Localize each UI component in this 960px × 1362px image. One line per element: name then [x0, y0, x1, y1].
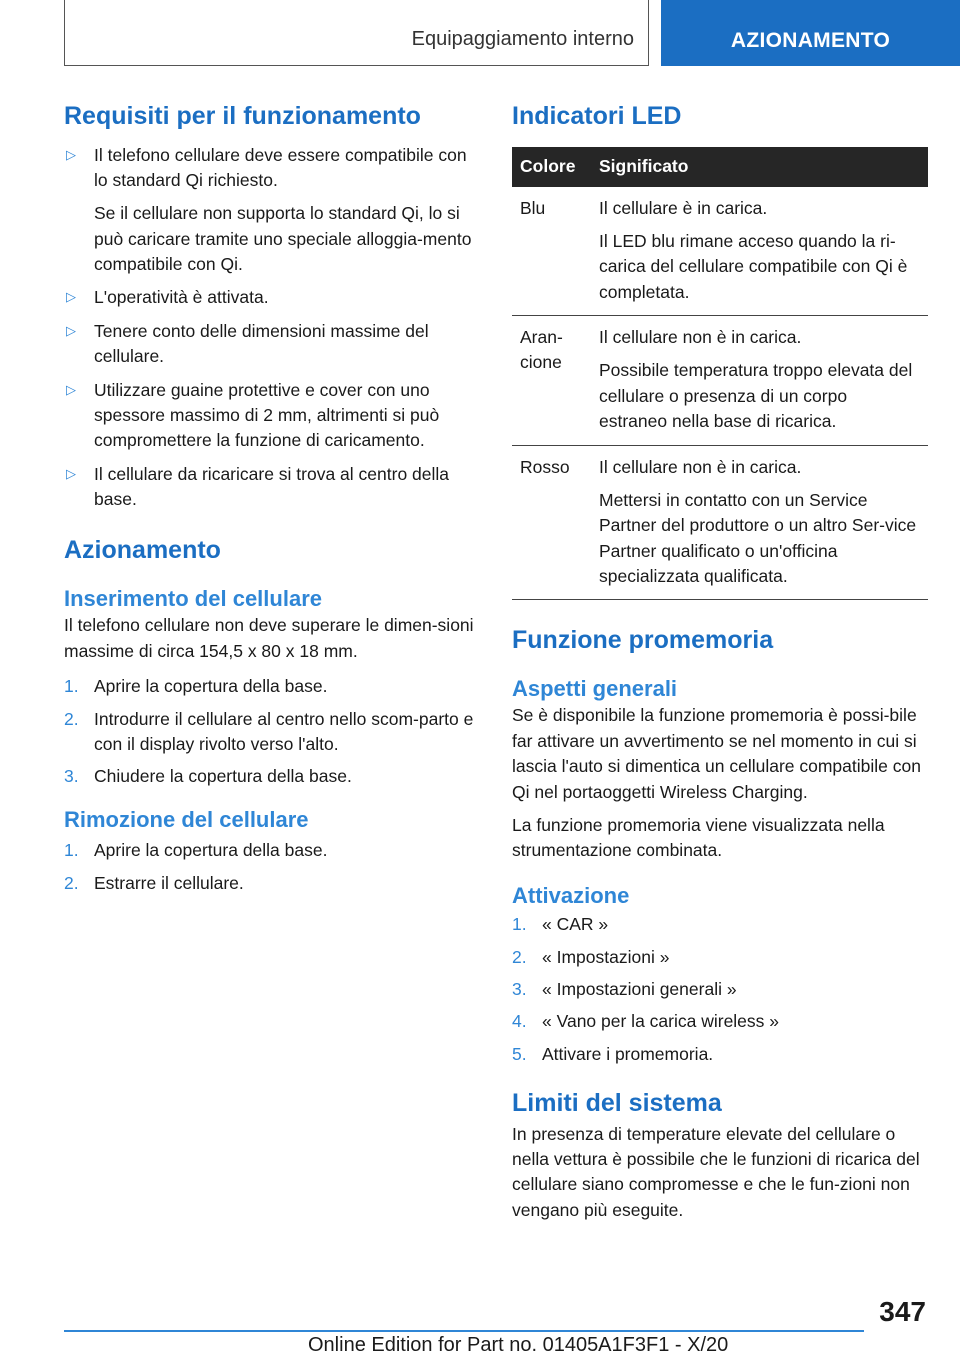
system-limits-heading: Limiti del sistema — [512, 1089, 722, 1118]
header-section-title: Equipaggiamento interno — [411, 28, 634, 50]
page-number: 347 — [879, 1296, 926, 1327]
table-row — [512, 445, 928, 600]
insert-steps-list — [64, 674, 474, 790]
list-item: 2. Introdurre il cellulare al centro nello scom-parto e con il display rivolto verso l'alto. — [64, 708, 474, 754]
list-item: 3. « Impostazioni generali » — [512, 979, 737, 1000]
operation-heading: Azionamento — [64, 536, 221, 565]
general-paragraph-2: La funzione promemoria viene visualizzata nella strumentazione combinata. — [512, 814, 885, 861]
general-heading: Aspetti generali — [512, 675, 678, 701]
list-item: ▷ Tenere conto delle dimensioni massime del cellulare. — [66, 320, 429, 367]
led-color-cell: Blu — [512, 187, 591, 316]
led-meaning-cell: Il cellulare è in carica. Il LED blu rimane acceso quando la ri-carica del cellulare compatibile con Qi è completata. — [591, 187, 928, 316]
list-item: 3. Chiudere la copertura della base. — [64, 766, 352, 787]
led-meaning-cell: Il cellulare non è in carica. Possibile temperatura troppo elevata del cellulare o presenza di un corpo estraneo nella base di ricarica. — [591, 316, 928, 446]
led-meaning-cell: Il cellulare non è in carica. Mettersi in contatto con un Service Partner del produttore o un altro Ser-vice Partner qualificato o un'officina specializzata qualificata. — [591, 445, 928, 600]
column-header-color: Colore — [512, 147, 591, 187]
system-limits-text: In presenza di temperature elevate del cellulare o nella vettura è possibile che le funzioni di ricarica del cellulare siano compromesse e che le fun-zioni non vengano più eseguite. — [512, 1123, 920, 1220]
list-item: 5. Attivare i promemoria. — [512, 1043, 714, 1064]
list-item: ▷ Il telefono cellulare deve essere compatibile con lo standard Qi richiesto. Se il cellulare non supporta lo standard Qi, lo si può caricare tramite uno speciale alloggia-mento compatibile con Qi. — [66, 144, 472, 274]
left-column — [64, 100, 474, 903]
triangle-bullet-icon: ▷ — [66, 381, 76, 397]
list-item: ▷ Utilizzare guaine protettive e cover con uno spessore massimo di 2 mm, altrimenti si può compromettere la funzione di caricamento. — [66, 379, 440, 451]
table-header-row — [512, 147, 928, 187]
requirements-list — [64, 143, 474, 513]
list-item: 1. « CAR » — [512, 914, 609, 935]
led-indicators-heading: Indicatori LED — [512, 102, 682, 130]
table-row — [512, 187, 928, 316]
requirements-heading: Requisiti per il funzionamento — [64, 102, 421, 130]
remove-steps-list — [64, 838, 474, 896]
list-item: ▷ L'operatività è attivata. — [66, 287, 269, 308]
header-section-box — [64, 0, 649, 66]
header-chapter-tab — [661, 0, 960, 66]
list-item: 1. Aprire la copertura della base. — [64, 676, 328, 697]
reminder-heading: Funzione promemoria — [512, 626, 774, 655]
list-item: 2. Estrarre il cellulare. — [64, 872, 244, 893]
footer-edition: Online Edition for Part no. 01405A1F3F1 - X/20 — [308, 1334, 729, 1356]
right-column — [512, 100, 928, 1223]
header-chapter-title: AZIONAMENTO — [730, 29, 891, 52]
led-color-cell: Rosso — [512, 445, 591, 600]
table-row — [512, 316, 928, 446]
triangle-bullet-icon: ▷ — [66, 322, 76, 338]
triangle-bullet-icon: ▷ — [66, 465, 76, 481]
general-paragraph-1: Se è disponibile la funzione promemoria è possi-bile far attivare un avvertimento se nel momento in cui si lascia l'auto si dimentica un cellulare compatibile con Qi nel portaoggetti Wireless Charging. — [512, 705, 921, 802]
activation-steps-list — [512, 912, 928, 1067]
list-item: ▷ Il cellulare da ricaricare si trova al centro della base. — [66, 463, 450, 509]
footer-divider — [64, 1330, 864, 1332]
triangle-bullet-icon: ▷ — [66, 289, 76, 305]
list-item: 4. « Vano per la carica wireless » — [512, 1011, 780, 1032]
led-table — [512, 147, 928, 601]
led-color-cell: Aran-cione — [512, 316, 591, 446]
column-header-meaning: Significato — [591, 147, 928, 187]
activation-heading: Attivazione — [512, 882, 630, 908]
list-item: 2. « Impostazioni » — [512, 946, 670, 967]
remove-phone-heading: Rimozione del cellulare — [64, 806, 309, 832]
insert-phone-heading: Inserimento del cellulare — [64, 585, 322, 611]
list-item: 1. Aprire la copertura della base. — [64, 840, 328, 861]
triangle-bullet-icon: ▷ — [66, 146, 76, 162]
insert-phone-text: Il telefono cellulare non deve superare le dimen-sioni massime di circa 154,5 x 80 x 18 mm. — [64, 615, 474, 661]
